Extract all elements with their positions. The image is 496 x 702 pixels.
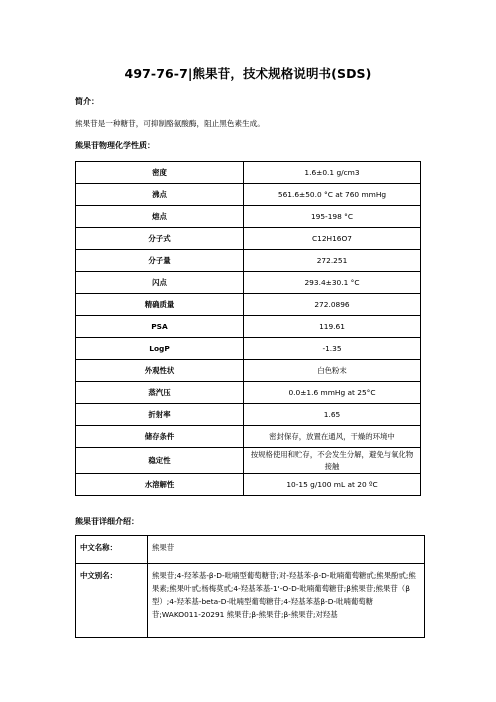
- properties-row: [76, 162, 421, 184]
- property-value: 561.6±50.0 °C at 760 mmHg: [244, 184, 421, 206]
- details-heading: 熊果苷详细介绍：: [75, 517, 139, 526]
- intro-heading: 简介：: [75, 97, 99, 106]
- property-name: 精确质量: [76, 294, 244, 316]
- property-name: LogP: [76, 338, 244, 360]
- details-value-text: 熊果苷;4-羟苯基-β-D-吡喃型葡萄糖苷;对-羟基苯-β-D-吡喃葡萄糖甙;熊果酚甙;熊果素;熊果叶甙;杨梅莫甙;4-羟基苯基-1'-O-D-吡喃葡萄糖苷;β熊果苷;熊果苷（β型）;4-羟苯基-beta-D-吡喃型葡萄糖苷;4-羟基苯基β-D-吡喃葡萄糖苷;WAKO011-20291 熊果苷;β-熊果苷;β-熊果苷;对羟基: [152, 571, 416, 619]
- properties-row: [76, 250, 421, 272]
- document-title: 497-76-7|熊果苷，技术规格说明书(SDS): [124, 66, 372, 81]
- intro-text: 熊果苷是一种糖苷，可抑制酪氨酸酶，阻止黑色素生成。: [75, 119, 265, 128]
- properties-row: [76, 294, 421, 316]
- properties-row: [76, 360, 421, 382]
- property-name: 熔点: [76, 206, 244, 228]
- property-name: 水溶解性: [76, 474, 244, 496]
- properties-row: [76, 184, 421, 206]
- property-value: -1.35: [244, 338, 421, 360]
- property-value: C12H16O7: [244, 228, 421, 250]
- property-value: 272.251: [244, 250, 421, 272]
- details-table: [75, 535, 425, 638]
- property-name: PSA: [76, 316, 244, 338]
- properties-row: [76, 272, 421, 294]
- properties-row: [76, 404, 421, 426]
- property-name: 分子式: [76, 228, 244, 250]
- details-value: 熊果苷: [148, 536, 425, 564]
- details-value: [148, 564, 425, 638]
- property-value: 0.0±1.6 mmHg at 25°C: [244, 382, 421, 404]
- property-value: 119.61: [244, 316, 421, 338]
- properties-row: [76, 382, 421, 404]
- properties-row: [76, 426, 421, 448]
- property-value: 密封保存，放置在通风，干燥的环境中: [244, 426, 421, 448]
- property-value: 1.65: [244, 404, 421, 426]
- properties-table: [75, 161, 421, 496]
- details-key: 中文名称：: [76, 536, 148, 564]
- property-value: 1.6±0.1 g/cm3: [244, 162, 421, 184]
- property-value: 195-198 °C: [244, 206, 421, 228]
- properties-heading: 熊果苷物理化学性质：: [75, 141, 155, 150]
- properties-row: [76, 448, 421, 474]
- property-name: 储存条件: [76, 426, 244, 448]
- property-value: 白色粉末: [244, 360, 421, 382]
- properties-row: [76, 228, 421, 250]
- properties-row: [76, 474, 421, 496]
- property-value: 按规格使用和贮存，不会发生分解，避免与氧化物接触: [244, 448, 421, 474]
- property-name: 沸点: [76, 184, 244, 206]
- property-name: 蒸汽压: [76, 382, 244, 404]
- properties-row: [76, 316, 421, 338]
- property-value: 293.4±30.1 °C: [244, 272, 421, 294]
- properties-row: [76, 206, 421, 228]
- properties-row: [76, 338, 421, 360]
- property-value: 272.0896: [244, 294, 421, 316]
- details-row-chinese-name: [76, 536, 425, 564]
- property-name: 分子量: [76, 250, 244, 272]
- property-value: 10-15 g/100 mL at 20 ºC: [244, 474, 421, 496]
- property-name: 外观性状: [76, 360, 244, 382]
- property-name: 闪点: [76, 272, 244, 294]
- details-key: 中文别名：: [76, 564, 148, 638]
- property-name: 稳定性: [76, 448, 244, 474]
- details-row-chinese-alias: [76, 564, 425, 638]
- property-name: 折射率: [76, 404, 244, 426]
- property-name: 密度: [76, 162, 244, 184]
